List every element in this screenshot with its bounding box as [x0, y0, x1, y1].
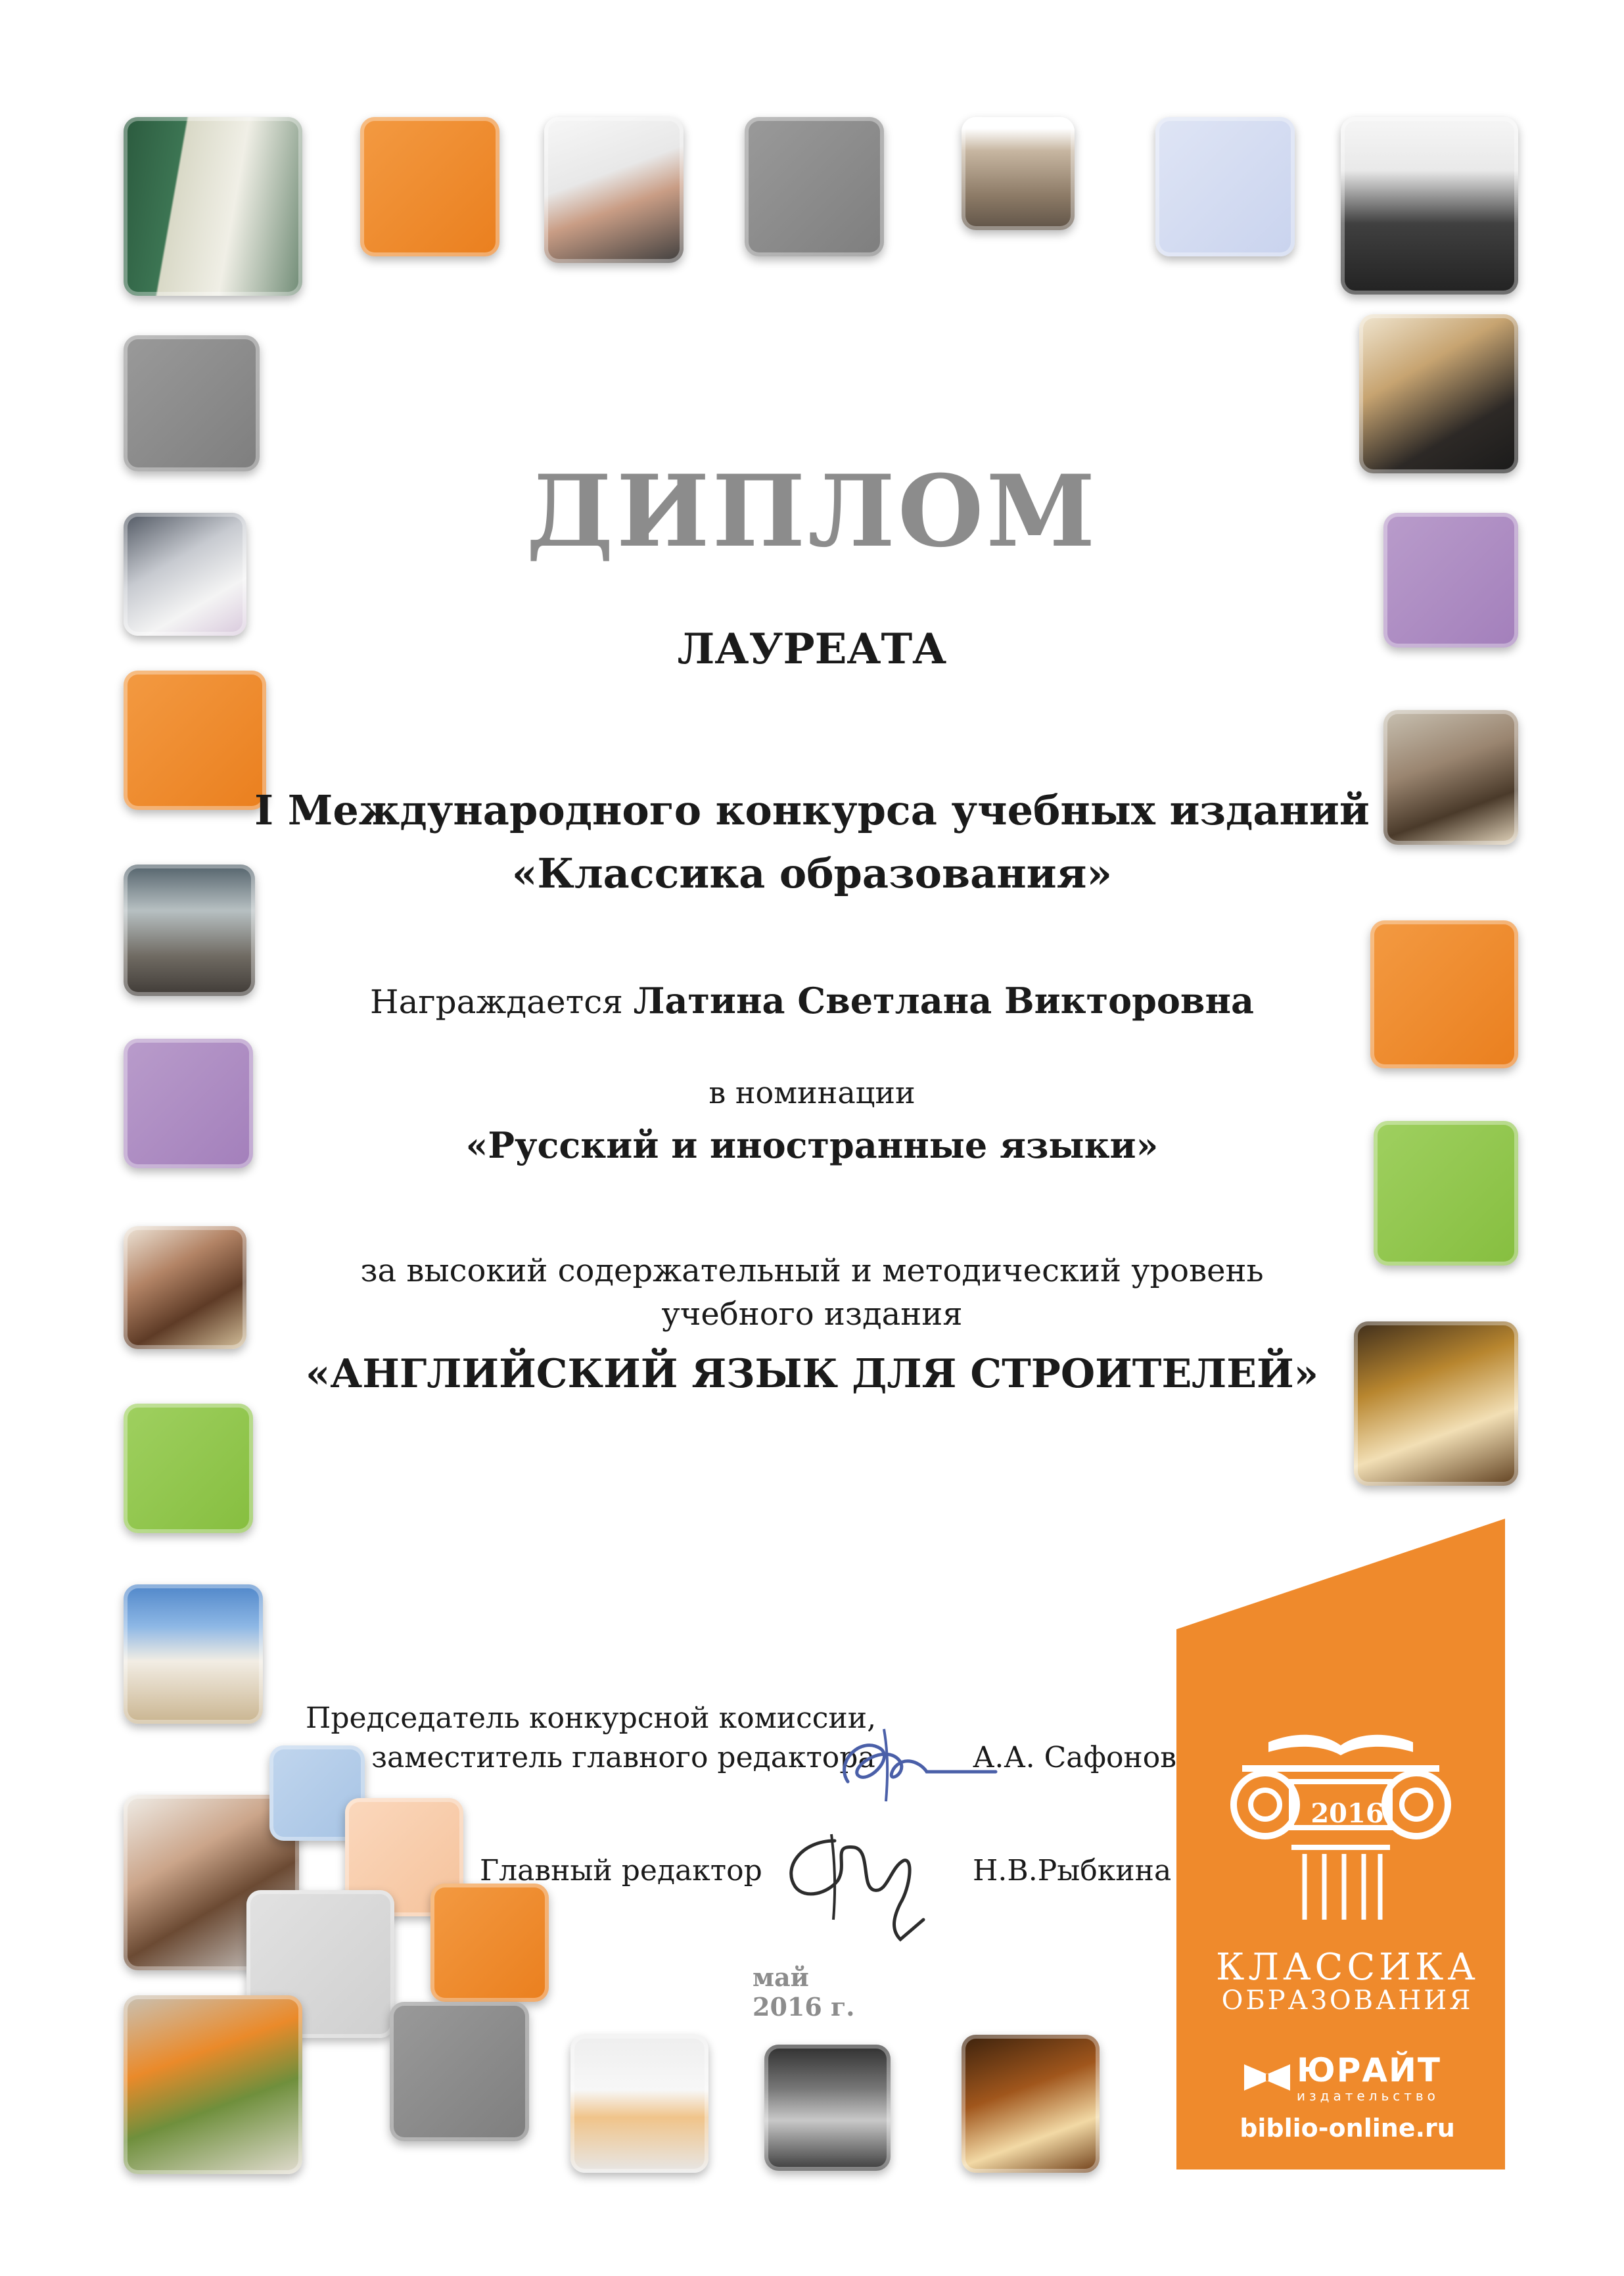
open-book-photo-tile — [1354, 1321, 1518, 1486]
chair-role-line-2: заместитель главного редактора — [371, 1741, 875, 1774]
reason-line-1: за высокий содержательный и методический уровень — [360, 1252, 1264, 1289]
book-covers-photo-tile — [124, 1995, 302, 2174]
green-tile — [124, 1404, 253, 1533]
nomination-name: «Русский и иностранные языки» — [465, 1124, 1159, 1166]
reason-line-2: учебного издания — [661, 1296, 963, 1333]
publisher-mark-icon — [1241, 2058, 1293, 2097]
publisher-name: ЮРАЙТ — [1297, 2051, 1441, 2089]
award-reason — [0, 1249, 1624, 1336]
papers-photo-tile — [544, 117, 684, 263]
awardee-name: Латина Светлана Викторовна — [633, 980, 1254, 1022]
publisher-logo — [1241, 2051, 1464, 2104]
chair-name: А.А. Сафонов — [973, 1741, 1177, 1774]
orange-tile — [360, 117, 499, 256]
awarded-label: Награждается — [370, 983, 623, 1021]
gray-tile — [124, 335, 260, 471]
graduates-photo-tile — [1359, 314, 1518, 473]
editor-name: Н.В.Рыбкина — [973, 1854, 1172, 1887]
editor-signature — [776, 1814, 933, 1946]
diploma-title: ДИПЛОМ — [526, 454, 1098, 569]
contest-name — [0, 779, 1624, 905]
website-photo-tile — [570, 2035, 708, 2173]
building-photo-tile — [962, 117, 1075, 230]
orange-tile — [430, 1884, 549, 2002]
gray-tile — [745, 117, 884, 256]
brand-title-line-2: ОБРАЗОВАНИЯ — [1221, 1985, 1473, 2016]
magic-book-photo-tile — [962, 2035, 1100, 2173]
issue-date: май 2016 г. — [753, 1962, 855, 2022]
books-photo-tile — [124, 117, 302, 296]
nomination-label: в номинации — [708, 1075, 916, 1110]
publisher-subtitle: издательство — [1297, 2088, 1439, 2104]
book-title: «АНГЛИЙСКИЙ ЯЗЫК ДЛЯ СТРОИТЕЛЕЙ» — [305, 1351, 1319, 1397]
awarded-line — [0, 980, 1624, 1022]
brand-year: 2016 — [1311, 1798, 1384, 1829]
contest-line-2: «Классика образования» — [511, 849, 1113, 897]
light-blue-tile — [1155, 117, 1295, 256]
brand-title-line-1: КЛАССИКА — [1216, 1946, 1479, 1989]
editor-role: Главный редактор — [480, 1854, 762, 1887]
chair-role-line-1: Председатель конкурсной комиссии, — [306, 1701, 877, 1735]
library-photo-tile — [764, 2045, 891, 2171]
palace-photo-tile — [124, 1584, 263, 1724]
gray-tile — [390, 2002, 529, 2141]
website-link[interactable]: biblio-online.ru — [1240, 2114, 1455, 2143]
contest-line-1: I Международного конкурса учебных изданий — [254, 786, 1370, 834]
ionic-column-logo — [1229, 1722, 1452, 1939]
laptop-photo-tile — [1341, 117, 1518, 295]
diploma-subtitle: ЛАУРЕАТА — [677, 625, 947, 674]
